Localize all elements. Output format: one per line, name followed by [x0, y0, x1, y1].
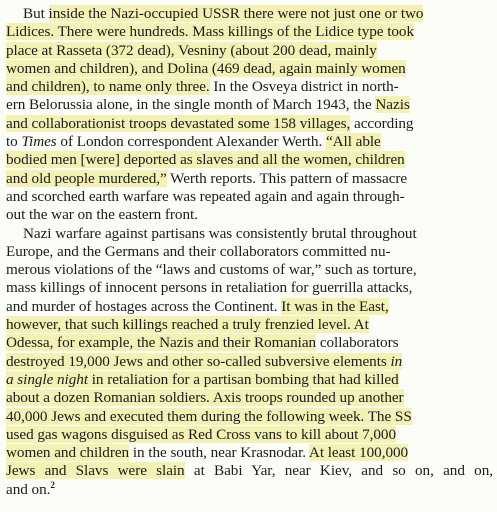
highlight: Jews and Slavs were slain [6, 462, 185, 480]
paragraph-1 [6, 5, 493, 225]
highlight: and old people murdered,” [6, 169, 167, 187]
text-line: and scorched earth warfare was repeated again and again through- [6, 187, 405, 205]
text-line: ern Belorussia alone, in the single month of March 1943, the Nazis [6, 96, 410, 114]
text-line: out the war on the eastern front. [6, 206, 198, 224]
highlight: Romanian [254, 334, 317, 352]
text-line [6, 371, 493, 389]
text-line: Jews and Slavs were slain at Babi Yar, near Kiev, and so on, and on, [6, 462, 493, 480]
highlight: about a dozen [6, 389, 94, 407]
highlight: destroyed 19,000 Jews and other so-called subversive elements [6, 352, 391, 370]
text-line: and murder of hostages across the Continent. It was in the East, [6, 297, 389, 315]
text-line: and children), to name only three. In the Osveya district in north- [6, 78, 399, 96]
text-line: Odessa, for example, the Nazis and their Romanian collaborators [6, 334, 399, 352]
highlight: It was in the East, [281, 297, 389, 315]
text-line: and old people murdered,” Werth reports. This pattern of massacre [6, 169, 408, 187]
highlight: and collaborationist troops devastated some 158 villages, [6, 114, 351, 132]
highlight: bodied men [were] deported as slaves and all the women, children [6, 151, 405, 169]
paragraph-2 [6, 225, 493, 499]
highlight: Lidices. There were hundreds. Mass killings of the Lidice type took [6, 23, 415, 41]
text-line: to Times of London correspondent Alexander Werth. “All able [6, 133, 381, 151]
italic-text: Times [21, 133, 57, 151]
text-line: mass killings of innocent persons in retaliation for guerrilla attacks, [6, 279, 413, 297]
text-line: Nazi warfare against partisans was consistently brutal throughout [23, 224, 417, 242]
highlight: place at Rasseta (372 dead), Vesniny (about 200 dead, mainly [6, 41, 377, 59]
highlight: “All able [325, 133, 381, 151]
highlight: women and children), and Dolina (469 dead, again mainly women [6, 59, 406, 77]
text-line [6, 316, 493, 334]
highlight: women and children [6, 444, 130, 462]
highlight: Romanian [93, 389, 156, 407]
text-line [6, 42, 493, 60]
text-line: women and children in the south, near Krasnodar. At least 100,000 [6, 444, 409, 462]
highlight: however, that such killings reached a truly frenzied level. At [6, 316, 369, 334]
highlight: soldiers. Axis troops rounded up another [155, 389, 404, 407]
text-line [6, 23, 493, 41]
highlight: Nazis [375, 96, 410, 114]
text-line [6, 151, 493, 169]
text-line: Europe, and the Germans and their collaborators committed nu- [6, 242, 391, 260]
highlight: in retaliation for a partisan bombing that had killed [88, 370, 399, 388]
highlight: Odessa, for example, the Nazis and their [6, 334, 255, 352]
text-line [6, 60, 493, 78]
highlight: At least 100,000 [308, 444, 409, 462]
text-line: But inside the Nazi-occupied USSR there were not just one or two [23, 5, 424, 22]
text-line [6, 426, 493, 444]
text-line: and on.$^2$ [6, 479, 55, 498]
text-line [6, 389, 493, 407]
highlight: inside the Nazi-occupied USSR there were not just one or two [48, 5, 424, 22]
italic-text: in [390, 352, 403, 370]
italic-text: a single night [6, 370, 88, 388]
highlight: 40,000 Jews and executed them during the following week. The SS [6, 407, 412, 425]
highlight: and children), to name only three. [6, 78, 210, 96]
text-line [6, 408, 493, 426]
text-line: merous violations of the “laws and customs of war,” such as torture, [6, 261, 417, 279]
highlight: used gas wagons disguised as Red Cross vans to kill about 7,000 [6, 425, 397, 443]
footnote-marker[interactable]: 2 [50, 479, 55, 490]
text-line: and collaborationist troops devastated some 158 villages, according [6, 114, 414, 132]
text-line [6, 353, 493, 371]
